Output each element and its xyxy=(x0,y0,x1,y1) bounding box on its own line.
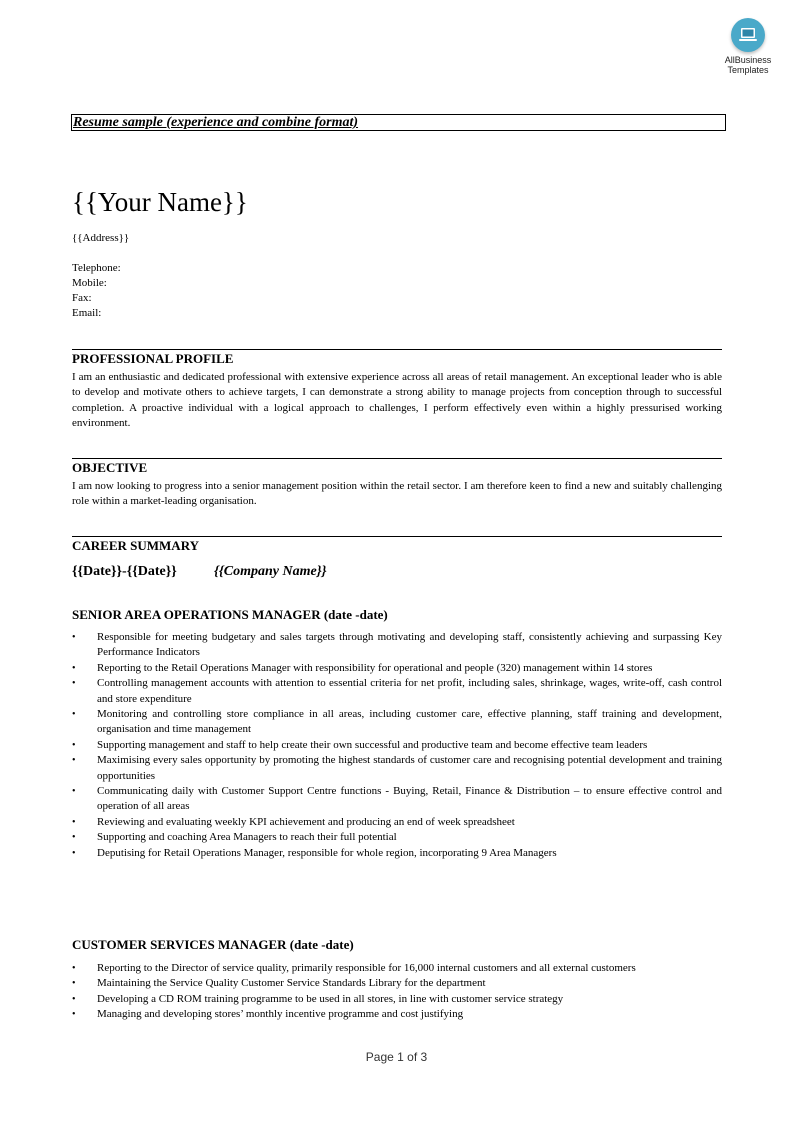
bullet-item: • Monitoring and controlling store compliance in all areas, including customer care, effective planning, staff training and development, organisation and time management xyxy=(72,707,722,738)
profile-text: I am an enthusiastic and dedicated professional with extensive experience across all areas of retail management. An exceptional leader who is able to develop and motivate others to achieve targets, I can demonstrate a strong ability to manage projects from conception through to successful completion. A proactive individual with a logical approach to challenges, I perform effectively even within a highly pressurised working environment. xyxy=(72,371,722,429)
bullet-item: • Developing a CD ROM training programme to be used in all stores, in line with customer service strategy xyxy=(72,992,722,1007)
logo-line-1: AllBusiness xyxy=(724,55,772,65)
email-label: Email: xyxy=(72,307,102,319)
mobile-label: Mobile: xyxy=(72,277,107,289)
job2-responsibilities xyxy=(72,961,722,1023)
total-pages: 3 xyxy=(420,1050,428,1064)
bullet-item: • Communicating daily with Customer Support Centre functions - Buying, Retail, Finance & Distribution – to ensure effective control and operation of all areas xyxy=(72,784,722,815)
job1-responsibilities xyxy=(72,630,722,861)
career-heading: CAREER SUMMARY xyxy=(72,538,200,553)
bullet-item: • Maximising every sales opportunity by promoting the highest standards of customer care and recognising potential development and training opportunities xyxy=(72,753,722,784)
address: {{Address}} xyxy=(72,232,130,244)
laptop-icon xyxy=(731,18,765,52)
logo-line-2: Templates xyxy=(727,65,769,75)
bullet-item: • Reporting to the Director of service quality, primarily responsible for 16,000 internal customers and all external customers xyxy=(72,961,722,976)
your-name: {{Your Name}} xyxy=(72,187,248,217)
bullet-item: • Deputising for Retail Operations Manager, responsible for whole region, incorporating 9 Area Managers xyxy=(72,846,722,861)
page-of: of xyxy=(407,1050,418,1064)
brand-logo xyxy=(718,18,778,75)
bullet-item: • Responsible for meeting budgetary and sales targets through motivating and developing staff, consistently achieving and surpassing Key Performance Indicators xyxy=(72,630,722,661)
career-dates: {{Date}}-{{Date}} xyxy=(72,564,177,579)
bullet-item: • Controlling management accounts with attention to essential criteria for net profit, including sales, shrinkage, wages, write-off, cash control and store expenditure xyxy=(72,676,722,707)
divider xyxy=(72,536,722,537)
page-number xyxy=(0,1050,793,1064)
job1-title: SENIOR AREA OPERATIONS MANAGER (date -date) xyxy=(72,607,388,622)
company-name: {{Company Name}} xyxy=(214,564,327,579)
current-page: 1 xyxy=(397,1050,404,1064)
divider xyxy=(72,458,722,459)
objective-heading: OBJECTIVE xyxy=(72,460,148,475)
bullet-item: • Reviewing and evaluating weekly KPI achievement and producing an end of week spreadsheet xyxy=(72,815,722,830)
bullet-item: • Maintaining the Service Quality Customer Service Standards Library for the department xyxy=(72,976,722,991)
fax-label: Fax: xyxy=(72,292,92,304)
telephone-label: Telephone: xyxy=(72,262,121,274)
job2-title: CUSTOMER SERVICES MANAGER (date -date) xyxy=(72,937,354,952)
bullet-item: • Supporting and coaching Area Managers to reach their full potential xyxy=(72,830,722,845)
divider xyxy=(72,349,722,350)
bullet-item: • Supporting management and staff to help create their own successful and productive team and become effective team leaders xyxy=(72,738,722,753)
page-label: Page xyxy=(365,1050,394,1064)
resume-banner: Resume sample (experience and combine format) xyxy=(71,114,726,131)
contact-block xyxy=(72,261,121,321)
bullet-item: • Managing and developing stores’ monthly incentive programme and cost justifying xyxy=(72,1007,722,1022)
bullet-item: • Reporting to the Retail Operations Manager with responsibility for operational and people (320) management within 14 stores xyxy=(72,661,722,676)
profile-heading: PROFESSIONAL PROFILE xyxy=(72,351,234,366)
objective-text: I am now looking to progress into a senior management position within the retail sector. I am therefore keen to find a new and suitably challenging role within a market-leading organisation. xyxy=(72,480,722,508)
